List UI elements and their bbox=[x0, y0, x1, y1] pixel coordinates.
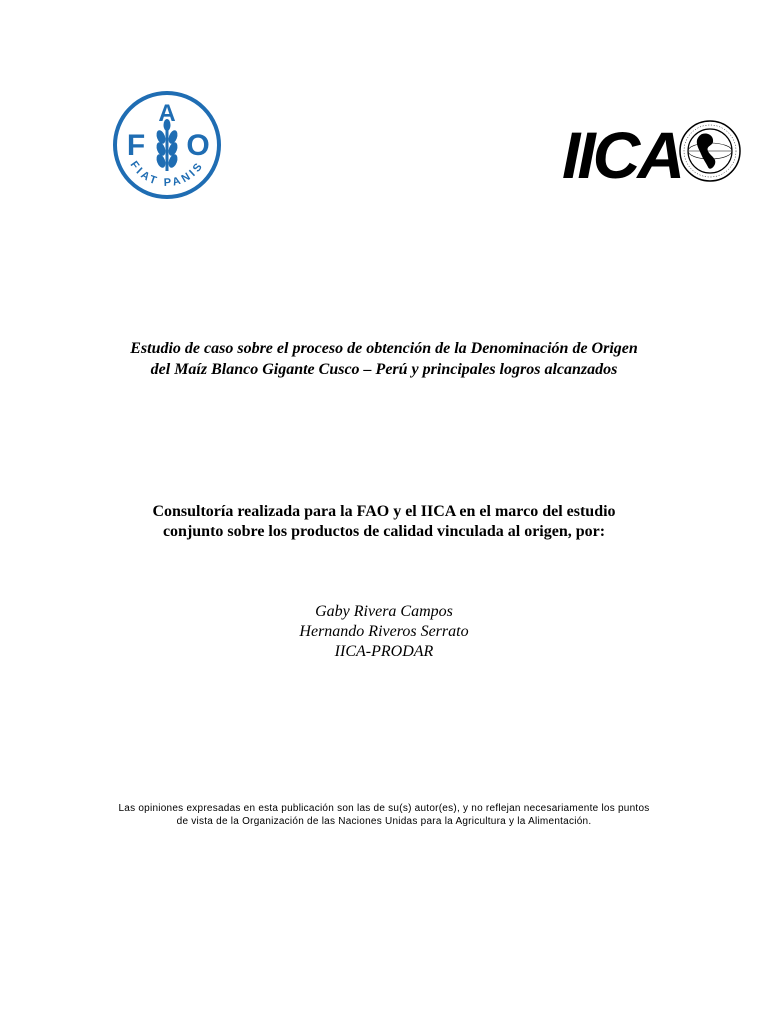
title-line-2: del Maíz Blanco Gigante Cusco – Perú y principales logros alcanzados bbox=[150, 361, 618, 378]
title-line-1: Estudio de caso sobre el proceso de obtención de la Denominación de Origen bbox=[130, 340, 638, 357]
document-title bbox=[80, 338, 688, 380]
fao-letter-o: O bbox=[186, 129, 210, 162]
iica-logo bbox=[562, 118, 744, 184]
fao-logo bbox=[112, 91, 222, 199]
disclaimer-line-1: Las opiniones expresadas en esta publicación son las de su(s) autor(es), y no reflejan necesariamente los puntos bbox=[118, 803, 650, 814]
fao-letter-a: A bbox=[158, 100, 176, 127]
fao-letter-f: F bbox=[126, 129, 146, 162]
author-list bbox=[80, 602, 688, 662]
disclaimer bbox=[60, 802, 708, 828]
fao-motto: FIAT PANIS bbox=[127, 159, 207, 190]
consultancy-line-2: conjunto sobre los productos de calidad vinculada al origen, por: bbox=[162, 523, 606, 540]
globe-icon bbox=[680, 121, 740, 181]
consultancy-statement bbox=[80, 502, 688, 542]
disclaimer-line-2: de vista de la Organización de las Naciones Unidas para la Agricultura y la Alimentación. bbox=[176, 816, 592, 827]
author-name: Gaby Rivera Campos bbox=[315, 603, 453, 620]
consultancy-line-1: Consultoría realizada para la FAO y el IICA en el marco del estudio bbox=[152, 503, 616, 520]
author-name: Hernando Riveros Serrato bbox=[299, 623, 469, 640]
iica-wordmark: IICA bbox=[562, 118, 682, 184]
author-affiliation: IICA-PRODAR bbox=[334, 643, 434, 660]
